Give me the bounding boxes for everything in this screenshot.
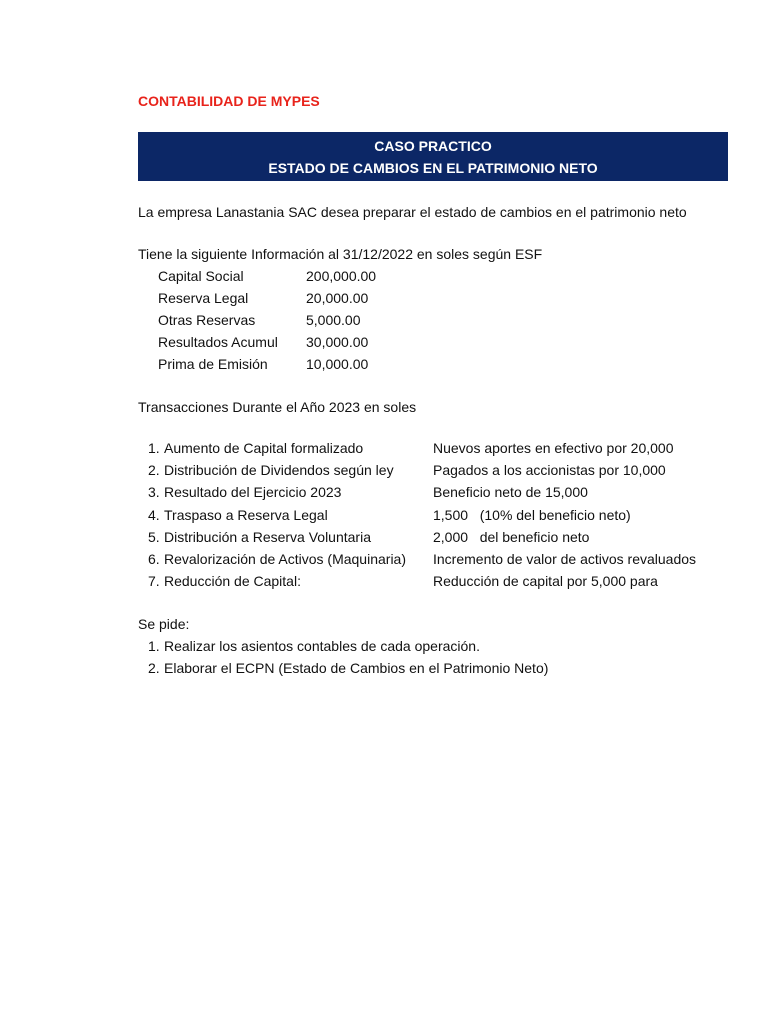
transaction-number: 6. — [148, 551, 160, 567]
transaction-name: Distribución de Dividendos según ley — [164, 462, 394, 478]
transaction-name: Reducción de Capital: — [164, 573, 301, 589]
transaction-number: 4. — [148, 507, 160, 523]
info-heading: Tiene la siguiente Información al 31/12/2022 en soles según ESF — [138, 246, 543, 262]
task-text: Elaborar el ECPN (Estado de Cambios en el Patrimonio Neto) — [164, 660, 549, 676]
tasks-heading: Se pide: — [138, 616, 190, 632]
transaction-number: 3. — [148, 484, 160, 500]
transaction-number: 2. — [148, 462, 160, 478]
transactions-heading: Transacciones Durante el Año 2023 en soles — [138, 399, 417, 415]
transaction-detail: Beneficio neto de 15,000 — [433, 484, 588, 500]
transaction-number: 5. — [148, 529, 160, 545]
transaction-number: 7. — [148, 573, 160, 589]
balance-value: 200,000.00 — [306, 268, 377, 284]
task-number: 2. — [148, 660, 160, 676]
task-number: 1. — [148, 638, 160, 654]
transaction-detail: Nuevos aportes en efectivo por 20,000 — [433, 440, 674, 456]
balance-label: Reserva Legal — [158, 290, 249, 306]
transaction-number: 1. — [148, 440, 160, 456]
intro-text: La empresa Lanastania SAC desea preparar el estado de cambios en el patrimonio neto — [138, 204, 687, 220]
transaction-detail: 2,000 del beneficio neto — [433, 529, 590, 545]
balance-label: Otras Reservas — [158, 312, 256, 328]
case-banner — [138, 132, 728, 181]
task-text: Realizar los asientos contables de cada operación. — [164, 638, 480, 654]
transaction-detail: Pagados a los accionistas por 10,000 — [433, 462, 666, 478]
banner-subtitle: ESTADO DE CAMBIOS EN EL PATRIMONIO NETO — [268, 160, 598, 176]
transaction-name: Traspaso a Reserva Legal — [164, 507, 328, 523]
transaction-name: Revalorización de Activos (Maquinaria) — [164, 551, 406, 567]
transaction-detail: Incremento de valor de activos revaluados — [433, 551, 697, 567]
balance-value: 5,000.00 — [306, 312, 361, 328]
transaction-detail: Reducción de capital por 5,000 para — [433, 573, 658, 589]
transaction-name: Distribución a Reserva Voluntaria — [164, 529, 371, 545]
balance-value: 30,000.00 — [306, 334, 369, 350]
brand-title: CONTABILIDAD DE MYPES — [138, 93, 320, 109]
transaction-detail: 1,500 (10% del beneficio neto) — [433, 507, 631, 523]
balance-value: 20,000.00 — [306, 290, 369, 306]
balance-label: Prima de Emisión — [158, 356, 268, 372]
balance-value: 10,000.00 — [306, 356, 369, 372]
transaction-name: Resultado del Ejercicio 2023 — [164, 484, 342, 500]
transaction-name: Aumento de Capital formalizado — [164, 440, 364, 456]
balance-label: Resultados Acumul — [158, 334, 278, 350]
balance-label: Capital Social — [158, 268, 244, 284]
banner-title: CASO PRACTICO — [374, 138, 492, 154]
